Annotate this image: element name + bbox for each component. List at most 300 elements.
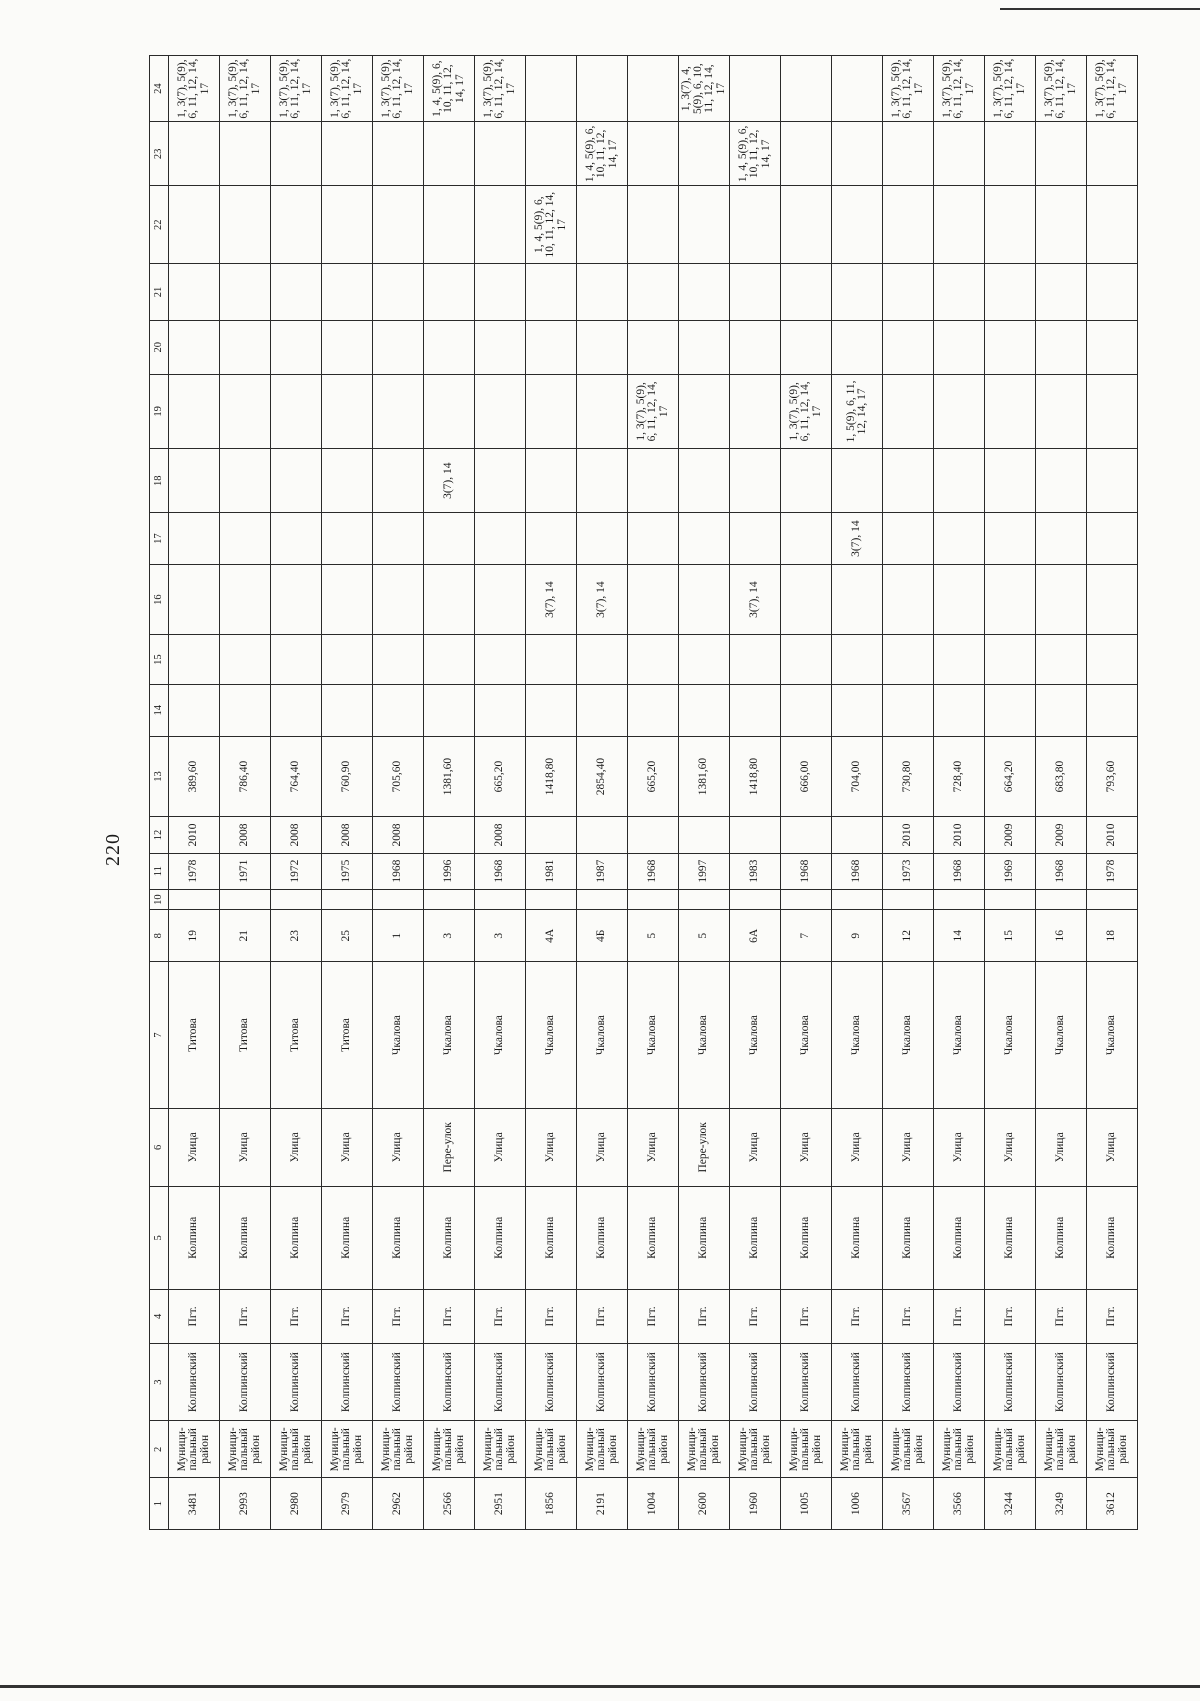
table-cell: 1968 [628, 853, 679, 889]
table-row [322, 56, 373, 1530]
table-cell: 389,60 [169, 736, 220, 817]
table-cell: 2962 [373, 1478, 424, 1530]
column-header: 5 [150, 1186, 169, 1289]
table-cell: Муници-пальный район [424, 1421, 475, 1478]
table-cell: 1996 [424, 853, 475, 889]
table-cell: Колпина [679, 1186, 730, 1289]
table-cell [322, 889, 373, 910]
table-cell [169, 263, 220, 320]
table-cell: 2010 [1087, 817, 1138, 853]
table-cell [781, 263, 832, 320]
column-header: 15 [150, 635, 169, 685]
table-cell [934, 122, 985, 186]
table-cell: Чкалова [883, 962, 934, 1109]
table-cell: 1997 [679, 853, 730, 889]
table-cell [271, 564, 322, 634]
table-cell [526, 635, 577, 685]
table-cell [373, 374, 424, 448]
table-cell [577, 56, 628, 122]
table-body [169, 56, 1138, 1530]
table-cell: Пгт. [577, 1290, 628, 1344]
table-cell [730, 513, 781, 565]
table-cell [475, 449, 526, 513]
table-row [985, 56, 1036, 1530]
table-cell [271, 374, 322, 448]
table-cell: 704,00 [832, 736, 883, 817]
table-cell: 705,60 [373, 736, 424, 817]
table-cell [526, 122, 577, 186]
table-cell [220, 889, 271, 910]
rotated-table-wrapper [149, 55, 1129, 1530]
table-cell [475, 320, 526, 374]
table-cell: 2010 [169, 817, 220, 853]
table-cell [1087, 186, 1138, 264]
table-cell [373, 186, 424, 264]
table-cell [322, 684, 373, 736]
table-cell: Улица [883, 1109, 934, 1187]
table-cell: Муници-пальный район [1087, 1421, 1138, 1478]
table-cell: 1, 3(7), 5(9), 6, 11, 12, 14, 17 [1087, 56, 1138, 122]
table-cell [424, 564, 475, 634]
table-cell: 1, 3(7), 5(9), 6, 11, 12, 14, 17 [1036, 56, 1087, 122]
table-cell: Пгт. [679, 1290, 730, 1344]
table-cell [679, 449, 730, 513]
table-cell [628, 320, 679, 374]
table-cell: 1, 3(7), 5(9), 6, 11, 12, 14, 17 [271, 56, 322, 122]
table-cell [730, 684, 781, 736]
table-cell: Чкалова [628, 962, 679, 1109]
table-cell [220, 320, 271, 374]
table-cell [832, 186, 883, 264]
table-cell: Пгт. [1036, 1290, 1087, 1344]
table-cell [424, 513, 475, 565]
table-cell: Пгт. [934, 1290, 985, 1344]
table-cell [424, 263, 475, 320]
table-cell [1036, 122, 1087, 186]
table-cell: 1971 [220, 853, 271, 889]
table-cell [832, 564, 883, 634]
table-cell [526, 263, 577, 320]
table-cell: Улица [730, 1109, 781, 1187]
table-cell: 2010 [883, 817, 934, 853]
table-cell [883, 635, 934, 685]
table-cell [424, 320, 475, 374]
table-cell: Чкалова [781, 962, 832, 1109]
column-header: 23 [150, 122, 169, 186]
table-cell [883, 449, 934, 513]
table-cell [628, 513, 679, 565]
table-cell: Муници-пальный район [730, 1421, 781, 1478]
table-cell [169, 320, 220, 374]
table-cell [832, 263, 883, 320]
table-cell: Пгт. [322, 1290, 373, 1344]
table-cell: 1 [373, 910, 424, 962]
table-cell: 2951 [475, 1478, 526, 1530]
table-cell: Колпинский [475, 1343, 526, 1421]
table-cell [475, 186, 526, 264]
table-cell [373, 320, 424, 374]
table-cell: 25 [322, 910, 373, 962]
table-cell: 1973 [883, 853, 934, 889]
table-cell [1087, 449, 1138, 513]
table-cell [730, 320, 781, 374]
column-header: 11 [150, 853, 169, 889]
table-cell [1087, 374, 1138, 448]
table-cell [475, 263, 526, 320]
table-cell [271, 122, 322, 186]
table-cell: 760,90 [322, 736, 373, 817]
column-header: 6 [150, 1109, 169, 1187]
table-cell [1036, 374, 1087, 448]
table-cell [730, 817, 781, 853]
table-cell: Улица [169, 1109, 220, 1187]
table-cell: Улица [475, 1109, 526, 1187]
table-cell: Колпина [1087, 1186, 1138, 1289]
table-cell: Пгт. [985, 1290, 1036, 1344]
table-cell [628, 122, 679, 186]
table-cell [373, 889, 424, 910]
table-cell: Улица [985, 1109, 1036, 1187]
table-cell: Колпина [934, 1186, 985, 1289]
table-cell: 1381,60 [424, 736, 475, 817]
table-cell [169, 122, 220, 186]
table-cell [1036, 635, 1087, 685]
table-cell: 1381,60 [679, 736, 730, 817]
table-cell: Улица [1036, 1109, 1087, 1187]
table-cell [730, 449, 781, 513]
table-cell: 15 [985, 910, 1036, 962]
table-cell [424, 186, 475, 264]
table-cell: 1978 [1087, 853, 1138, 889]
table-cell [526, 320, 577, 374]
table-cell [1087, 122, 1138, 186]
table-cell [373, 684, 424, 736]
table-cell: Пгт. [832, 1290, 883, 1344]
table-cell: 730,80 [883, 736, 934, 817]
table-cell: Колпинский [220, 1343, 271, 1421]
table-cell: 683,80 [1036, 736, 1087, 817]
page-number: 220 [102, 833, 124, 866]
table-cell [169, 889, 220, 910]
table-cell: 19 [169, 910, 220, 962]
table-cell: Чкалова [526, 962, 577, 1109]
table-cell: 12 [883, 910, 934, 962]
table-cell [577, 513, 628, 565]
table-cell: Чкалова [832, 962, 883, 1109]
table-row [679, 56, 730, 1530]
table-cell [373, 263, 424, 320]
table-cell [883, 186, 934, 264]
table-cell: 2979 [322, 1478, 373, 1530]
table-cell: Улица [1087, 1109, 1138, 1187]
table-cell [934, 186, 985, 264]
table-cell [781, 186, 832, 264]
table-row [1036, 56, 1087, 1530]
table-cell: Пгт. [628, 1290, 679, 1344]
table-cell [679, 263, 730, 320]
table-cell: Колпинский [730, 1343, 781, 1421]
table-cell: Улица [832, 1109, 883, 1187]
table-cell: Колпина [424, 1186, 475, 1289]
table-row [934, 56, 985, 1530]
table-cell [526, 817, 577, 853]
table-cell [730, 263, 781, 320]
table-cell [883, 263, 934, 320]
table-cell: 16 [1036, 910, 1087, 962]
table-cell: 9 [832, 910, 883, 962]
table-cell: Колпина [730, 1186, 781, 1289]
table-cell: 2191 [577, 1478, 628, 1530]
column-header: 2 [150, 1421, 169, 1478]
table-cell [322, 513, 373, 565]
table-cell: Чкалова [577, 962, 628, 1109]
table-cell: 1006 [832, 1478, 883, 1530]
table-cell [1087, 564, 1138, 634]
table-cell [781, 684, 832, 736]
table-cell [730, 374, 781, 448]
table-cell [628, 817, 679, 853]
table-cell: 1, 3(7), 5(9), 6, 11, 12, 14, 17 [781, 374, 832, 448]
table-cell [781, 513, 832, 565]
table-row [577, 56, 628, 1530]
table-cell: 1968 [475, 853, 526, 889]
table-row [169, 56, 220, 1530]
table-cell: 3(7), 14 [730, 564, 781, 634]
column-header: 12 [150, 817, 169, 853]
table-cell [679, 817, 730, 853]
table-cell: 4Б [577, 910, 628, 962]
table-cell: Муници-пальный район [832, 1421, 883, 1478]
table-cell [220, 684, 271, 736]
table-cell [322, 374, 373, 448]
table-cell: Колпина [475, 1186, 526, 1289]
table-cell: 1978 [169, 853, 220, 889]
table-cell: Улица [781, 1109, 832, 1187]
table-cell: 1, 4, 5(9), 6, 10, 11, 12, 14, 17 [424, 56, 475, 122]
table-cell: Муници-пальный район [373, 1421, 424, 1478]
table-cell: 665,20 [475, 736, 526, 817]
table-cell: 1969 [985, 853, 1036, 889]
table-cell [475, 374, 526, 448]
table-cell [1087, 513, 1138, 565]
table-cell [781, 564, 832, 634]
table-cell [322, 186, 373, 264]
table-cell: Муници-пальный район [679, 1421, 730, 1478]
table-cell [679, 889, 730, 910]
table-cell [883, 684, 934, 736]
table-cell: 5 [628, 910, 679, 962]
table-cell [679, 186, 730, 264]
table-cell [475, 684, 526, 736]
table-cell [883, 564, 934, 634]
table-cell: Чкалова [475, 962, 526, 1109]
table-cell: 2008 [322, 817, 373, 853]
table-cell: Колпинский [322, 1343, 373, 1421]
table-cell: 2010 [934, 817, 985, 853]
table-cell [577, 449, 628, 513]
table-cell: 786,40 [220, 736, 271, 817]
table-cell: Улица [373, 1109, 424, 1187]
table-cell: 2980 [271, 1478, 322, 1530]
table-cell: 3 [424, 910, 475, 962]
table-cell: Пгт. [169, 1290, 220, 1344]
table-cell [373, 513, 424, 565]
table-cell: 1983 [730, 853, 781, 889]
column-header: 4 [150, 1290, 169, 1344]
table-cell: Колпинский [628, 1343, 679, 1421]
table-cell [985, 449, 1036, 513]
table-cell [934, 635, 985, 685]
table-cell: Муници-пальный район [985, 1421, 1036, 1478]
table-cell: 1960 [730, 1478, 781, 1530]
table-cell: Колпина [322, 1186, 373, 1289]
table-cell [424, 374, 475, 448]
table-cell [271, 263, 322, 320]
table-cell: 2008 [220, 817, 271, 853]
table-cell [1036, 889, 1087, 910]
table-cell [271, 320, 322, 374]
table-cell: Чкалова [1087, 962, 1138, 1109]
table-cell [934, 564, 985, 634]
table-cell: 1856 [526, 1478, 577, 1530]
table-cell [271, 635, 322, 685]
table-cell: Титова [271, 962, 322, 1109]
table-cell: 1005 [781, 1478, 832, 1530]
column-header: 13 [150, 736, 169, 817]
table-cell [1087, 684, 1138, 736]
table-cell [220, 635, 271, 685]
table-cell: Титова [169, 962, 220, 1109]
table-cell [169, 564, 220, 634]
table-header [150, 56, 169, 1530]
table-row [832, 56, 883, 1530]
table-cell: Чкалова [1036, 962, 1087, 1109]
table-cell: 1, 3(7), 5(9), 6, 11, 12, 14, 17 [169, 56, 220, 122]
table-cell: 1, 3(7), 5(9), 6, 11, 12, 14, 17 [628, 374, 679, 448]
table-cell [271, 186, 322, 264]
table-cell: 1981 [526, 853, 577, 889]
table-cell [322, 320, 373, 374]
table-cell: Чкалова [679, 962, 730, 1109]
table-cell: Колпинский [679, 1343, 730, 1421]
table-cell [169, 684, 220, 736]
table-cell [985, 889, 1036, 910]
table-cell: Пгт. [781, 1290, 832, 1344]
table-cell: 1418,80 [730, 736, 781, 817]
table-cell [1087, 889, 1138, 910]
table-cell: 3(7), 14 [577, 564, 628, 634]
table-cell [220, 564, 271, 634]
table-cell [883, 122, 934, 186]
table-cell: 3481 [169, 1478, 220, 1530]
table-cell: Муници-пальный район [883, 1421, 934, 1478]
table-cell [577, 374, 628, 448]
table-cell: Колпинский [934, 1343, 985, 1421]
table-row [1087, 56, 1138, 1530]
table-cell [1036, 564, 1087, 634]
table-cell [577, 684, 628, 736]
table-cell [781, 122, 832, 186]
table-cell [169, 186, 220, 264]
table-cell [424, 817, 475, 853]
table-cell: 1, 3(7), 5(9), 6, 11, 12, 14, 17 [883, 56, 934, 122]
table-cell: 1, 4, 5(9), 6, 10, 11, 12, 14, 17 [730, 122, 781, 186]
table-cell: 1968 [373, 853, 424, 889]
table-cell [271, 513, 322, 565]
table-cell [832, 889, 883, 910]
table-row [781, 56, 832, 1530]
table-cell: Муници-пальный район [628, 1421, 679, 1478]
table-cell [424, 635, 475, 685]
table-row [526, 56, 577, 1530]
table-cell: 2566 [424, 1478, 475, 1530]
table-cell [730, 889, 781, 910]
table-cell: 793,60 [1087, 736, 1138, 817]
table-cell [1036, 449, 1087, 513]
table-cell: 1975 [322, 853, 373, 889]
table-cell [1087, 635, 1138, 685]
table-cell [526, 513, 577, 565]
table-cell [373, 449, 424, 513]
table-cell: Колпина [985, 1186, 1036, 1289]
table-cell [169, 449, 220, 513]
table-cell: Муници-пальный район [577, 1421, 628, 1478]
table-cell [832, 320, 883, 374]
table-cell: Колпинский [373, 1343, 424, 1421]
scan-edge-top [1000, 8, 1200, 10]
table-cell: Колпинский [985, 1343, 1036, 1421]
table-cell [526, 56, 577, 122]
table-cell [781, 320, 832, 374]
table-cell: Титова [220, 962, 271, 1109]
table-cell [985, 186, 1036, 264]
table-cell [934, 889, 985, 910]
table-cell: Улица [220, 1109, 271, 1187]
table-cell: Пере-улок [424, 1109, 475, 1187]
table-row [883, 56, 934, 1530]
table-cell: 1, 3(7), 5(9), 6, 11, 12, 14, 17 [220, 56, 271, 122]
column-header: 21 [150, 263, 169, 320]
column-header: 19 [150, 374, 169, 448]
column-header: 24 [150, 56, 169, 122]
table-cell [934, 374, 985, 448]
table-cell: Колпинский [781, 1343, 832, 1421]
table-cell [220, 122, 271, 186]
table-cell [1036, 684, 1087, 736]
column-header: 20 [150, 320, 169, 374]
table-cell: Колпина [526, 1186, 577, 1289]
table-cell: Колпина [577, 1186, 628, 1289]
table-cell: 18 [1087, 910, 1138, 962]
table-cell: 7 [781, 910, 832, 962]
table-cell: Муници-пальный район [934, 1421, 985, 1478]
table-cell [220, 513, 271, 565]
table-cell [526, 374, 577, 448]
table-cell [832, 684, 883, 736]
table-cell [730, 186, 781, 264]
register-table [149, 55, 1138, 1530]
table-cell [220, 186, 271, 264]
table-row [628, 56, 679, 1530]
table-cell [169, 635, 220, 685]
table-cell [679, 513, 730, 565]
table-cell: Пгт. [373, 1290, 424, 1344]
table-cell [628, 263, 679, 320]
table-cell [424, 889, 475, 910]
table-row [730, 56, 781, 1530]
table-cell [526, 449, 577, 513]
table-cell: Колпина [271, 1186, 322, 1289]
